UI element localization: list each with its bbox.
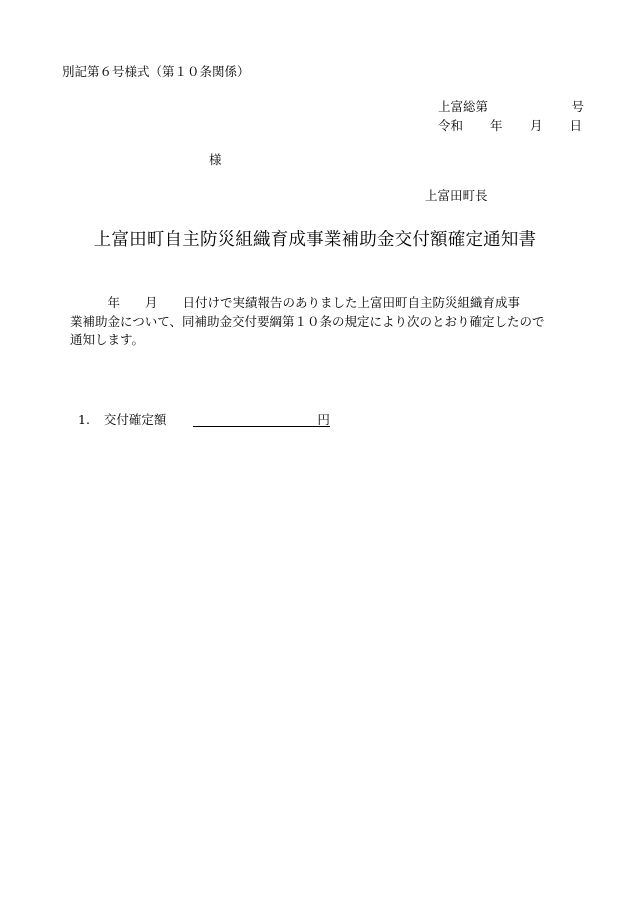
notice-body bbox=[70, 294, 590, 350]
document-title: 上富田町自主防災組織育成事業補助金交付額確定通知書 bbox=[93, 230, 537, 250]
issuer-name: 上富田町長 bbox=[425, 188, 488, 203]
date-year-unit: 年 bbox=[490, 118, 503, 133]
amount-unit: 円 bbox=[317, 411, 330, 427]
notice-body-line: 通知します。 bbox=[70, 332, 145, 347]
form-label: 別記第６号様式（第１０条関係） bbox=[62, 64, 250, 79]
item-label: 交付確定額 bbox=[103, 411, 167, 427]
notice-body-line: 年 月 日付けで実績報告のありました上富田町自主防災組織育成事 bbox=[70, 295, 521, 310]
item-confirmed-amount bbox=[78, 413, 330, 427]
amount-blank-field bbox=[193, 413, 317, 427]
notice-body-line: 業補助金について、同補助金交付要綱第１０条の規定により次のとおり確定したので bbox=[70, 313, 545, 329]
document-number-suffix: 号 bbox=[571, 99, 584, 114]
date-era: 令和 bbox=[438, 118, 464, 133]
item-number: 1. bbox=[78, 411, 90, 427]
date-month-unit: 月 bbox=[530, 118, 543, 133]
document-number-prefix: 上富総第 bbox=[438, 99, 489, 114]
recipient-honorific: 様 bbox=[209, 152, 222, 167]
date-day-unit: 日 bbox=[569, 118, 582, 133]
